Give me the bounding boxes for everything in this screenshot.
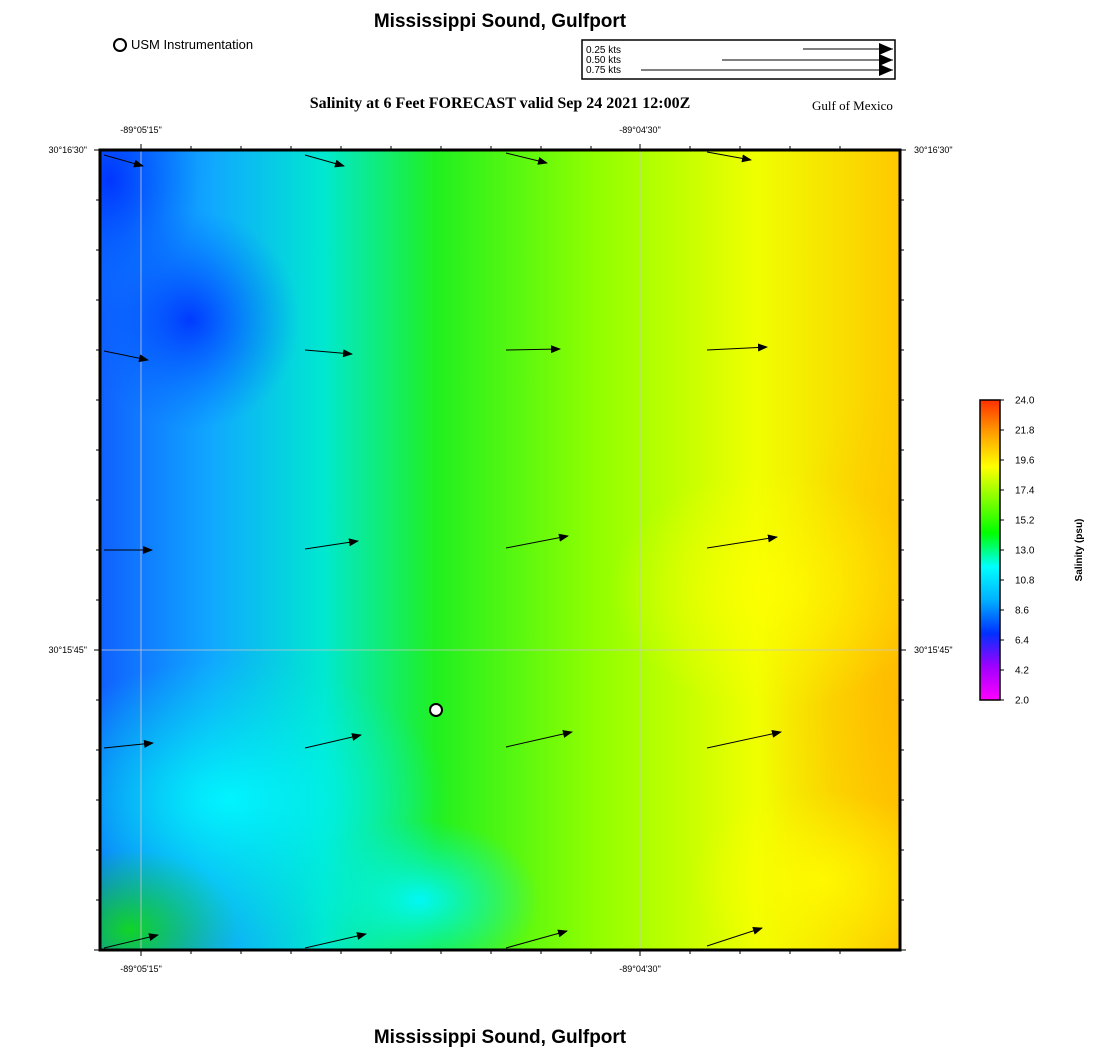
lat-label-right-2: 30°15'45" (914, 645, 953, 655)
scale-label-3: 0.75 kts (586, 65, 622, 76)
lat-label-left-1: 30°16'30" (48, 145, 87, 155)
colorbar-tick-label: 21.8 (1015, 425, 1035, 437)
colorbar-tick-label: 4.2 (1015, 665, 1029, 677)
plot-title: Salinity at 6 Feet FORECAST valid Sep 24 2021 12:00Z (309, 95, 691, 112)
colorbar-title: Salinity (psu) (1074, 518, 1085, 582)
lon-label-bottom-1: -89°05'15" (120, 964, 162, 974)
map-title: Mississippi Sound, Gulfport (373, 11, 627, 32)
station-legend-label: USM Instrumentation (131, 37, 254, 52)
colorbar-tick-label: 24.0 (1015, 395, 1035, 407)
lon-label-bottom-2: -89°04'30" (619, 964, 661, 974)
lat-label-right-1: 30°16'30" (914, 145, 953, 155)
colorbar-tick-label: 2.0 (1015, 695, 1029, 707)
colorbar-tick-label: 19.6 (1015, 455, 1035, 467)
scale-label-2: 0.50 kts (586, 55, 622, 66)
region-label: Gulf of Mexico (812, 98, 893, 113)
lat-label-left-2: 30°15'45" (48, 645, 87, 655)
scale-label-1: 0.25 kts (586, 45, 622, 56)
colorbar-tick-label: 17.4 (1015, 485, 1035, 497)
colorbar-tick-label: 15.2 (1015, 515, 1035, 527)
colorbar (980, 396, 1085, 707)
colorbar-tick-label: 10.8 (1015, 575, 1035, 587)
colorbar-tick-label: 13.0 (1015, 545, 1035, 557)
lon-label-top-1: -89°05'15" (120, 125, 162, 135)
colorbar-tick-label: 6.4 (1015, 635, 1029, 647)
salinity-field (10, 0, 1040, 1020)
speed-scale (582, 40, 895, 79)
colorbar-scale (980, 400, 1000, 700)
lon-label-top-2: -89°04'30" (619, 125, 661, 135)
colorbar-tick-label: 8.6 (1015, 605, 1029, 617)
station-marker[interactable] (430, 704, 442, 716)
footer-title: Mississippi Sound, Gulfport (373, 1027, 627, 1048)
